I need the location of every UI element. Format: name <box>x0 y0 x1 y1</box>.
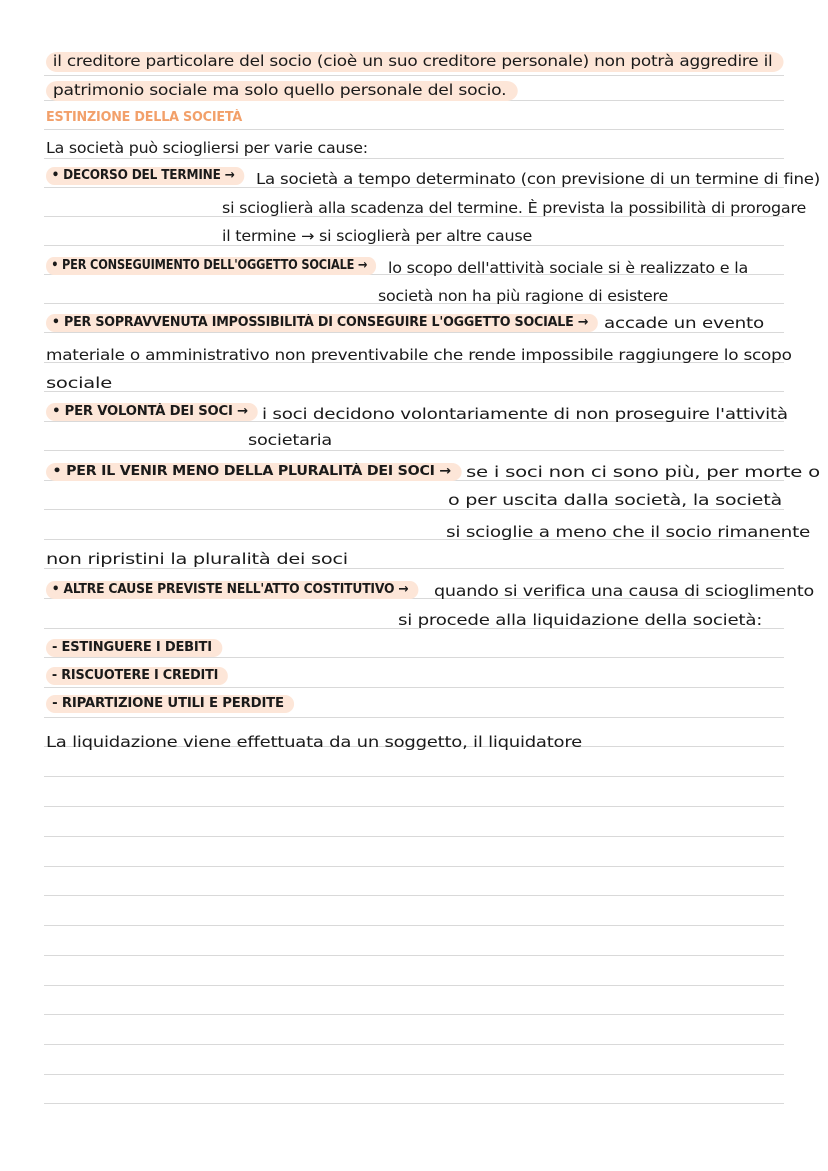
ruled-line <box>44 332 784 333</box>
note-line: i soci decidono volontariamente di non proseguire l'attività <box>262 404 788 423</box>
note-line: il termine → si scioglierà per altre cause <box>222 226 533 245</box>
ruled-line <box>44 509 784 510</box>
ruled-line <box>44 245 784 246</box>
ruled-line <box>44 955 784 956</box>
ruled-line <box>44 836 784 837</box>
ruled-line <box>44 450 784 451</box>
note-line: lo scopo dell'attività sociale si è realizzato e la <box>388 258 749 277</box>
section-title: ESTINZIONE DELLA SOCIETÀ <box>46 109 243 125</box>
note-line: materiale o amministrativo non preventivabile che rende impossibile raggiungere lo scopo <box>46 345 792 364</box>
note-line: La liquidazione viene effettuata da un soggetto, il liquidatore <box>46 732 582 751</box>
ruled-line <box>44 687 784 688</box>
ruled-line <box>44 1014 784 1015</box>
note-line: • ALTRE CAUSE PREVISTE NELL'ATTO COSTITUTIVO → <box>46 581 418 599</box>
note-line: La società può sciogliersi per varie cause: <box>46 138 368 157</box>
note-line: se i soci non ci sono più, per morte o <box>466 462 820 481</box>
ruled-line <box>44 985 784 986</box>
ruled-line <box>44 776 784 777</box>
ruled-line <box>44 925 784 926</box>
note-line: - ESTINGUERE I DEBITI <box>46 639 222 657</box>
note-line: - RIPARTIZIONE UTILI E PERDITE <box>46 695 294 713</box>
note-line: accade un evento <box>604 313 764 332</box>
ruled-line <box>44 806 784 807</box>
note-line: societaria <box>248 430 333 449</box>
note-line: La società a tempo determinato (con previsione di un termine di fine) <box>256 169 821 188</box>
note-line: • PER CONSEGUIMENTO DELL'OGGETTO SOCIALE → <box>46 257 376 275</box>
note-line: • PER SOPRAVVENUTA IMPOSSIBILITÀ DI CONSEGUIRE L'OGGETTO SOCIALE → <box>46 314 598 332</box>
note-line: • PER VOLONTÀ DEI SOCI → <box>46 403 258 421</box>
note-line: il creditore particolare del socio (cioè un suo creditore personale) non potrà aggredire il <box>46 52 784 72</box>
ruled-line <box>44 129 784 130</box>
note-line: non ripristini la pluralità dei soci <box>46 549 348 568</box>
ruled-line <box>44 1103 784 1104</box>
ruled-line <box>44 1074 784 1075</box>
ruled-line <box>44 866 784 867</box>
ruled-line <box>44 717 784 718</box>
note-line: quando si verifica una causa di scioglimento <box>434 581 814 600</box>
note-line: - RISCUOTERE I CREDITI <box>46 667 228 685</box>
note-line: si scioglie a meno che il socio rimanente <box>446 522 811 541</box>
ruled-line <box>44 568 784 569</box>
ruled-line <box>44 391 784 392</box>
ruled-line <box>44 895 784 896</box>
note-line: • DECORSO DEL TERMINE → <box>46 167 244 185</box>
ruled-line <box>44 1044 784 1045</box>
note-line: sociale <box>46 373 112 392</box>
ruled-line <box>44 158 784 159</box>
note-line: o per uscita dalla società, la società <box>448 490 782 509</box>
note-line: si scioglierà alla scadenza del termine. È prevista la possibilità di prorogare <box>222 198 807 217</box>
ruled-line <box>44 657 784 658</box>
note-line: • PER IL VENIR MENO DELLA PLURALITÀ DEI SOCI → <box>46 463 462 481</box>
ruled-line <box>44 75 784 76</box>
note-line: società non ha più ragione di esistere <box>378 286 669 305</box>
note-line: si procede alla liquidazione della società: <box>398 610 763 629</box>
note-line: patrimonio sociale ma solo quello personale del socio. <box>46 81 518 101</box>
